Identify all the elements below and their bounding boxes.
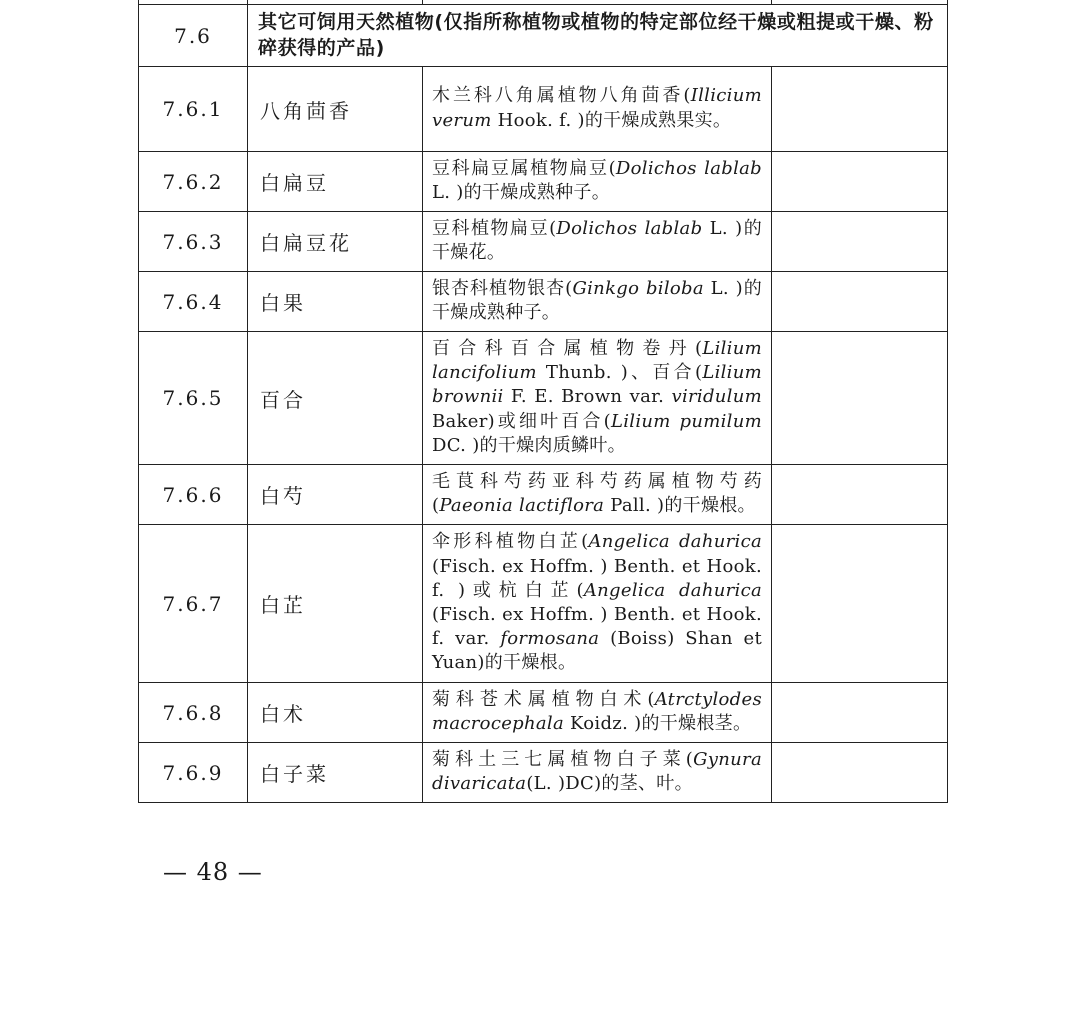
description-text: 毛茛科芍药亚科芍药属植物芍药( (432, 470, 762, 516)
item-description (423, 525, 772, 683)
description-text: L. )的干燥成熟种子。 (432, 182, 611, 203)
description-text: (Fisch. ex Hoffm. ) Benth. et Hook. f. var. (432, 604, 762, 650)
item-name: 白术 (248, 683, 423, 743)
table-row (139, 272, 948, 332)
latin-name-text: Angelica dahurica (588, 531, 763, 553)
item-description (423, 272, 772, 332)
latin-name-text: Atrctylodes macrocephala (432, 688, 762, 734)
item-description (423, 683, 772, 743)
item-number: 7.6.9 (139, 743, 248, 803)
item-number: 7.6.8 (139, 683, 248, 743)
item-name: 白果 (248, 272, 423, 332)
item-note (772, 525, 948, 683)
item-note (772, 67, 948, 152)
description-text: 银杏科植物银杏( (432, 277, 573, 299)
description-text: L. )的干燥花。 (432, 217, 762, 263)
description-text: Hook. f. )的干燥成熟果实。 (491, 109, 732, 131)
description-text: 百合科百合属植物卷丹( (432, 337, 703, 359)
description-text: 豆科植物扁豆( (432, 217, 557, 239)
item-note (772, 683, 948, 743)
description-text: 菊科土三七属植物白子菜( (432, 748, 694, 770)
item-note (772, 272, 948, 332)
item-description (423, 67, 772, 152)
latin-name-text: Lilium pumilum (610, 410, 762, 432)
description-text: Baker)或细叶百合( (432, 410, 611, 432)
latin-name-text: Gynura divaricata (432, 748, 762, 794)
item-number: 7.6.6 (139, 465, 248, 525)
item-number: 7.6.4 (139, 272, 248, 332)
description-text: 伞形科植物白芷( (432, 531, 589, 553)
description-text: (Fisch. ex Hoffm. ) Benth. et Hook. f. )或杭白芷( (432, 555, 762, 601)
item-description (423, 152, 772, 212)
item-note (772, 743, 948, 803)
section-number: 7.6 (139, 5, 248, 67)
feed-ingredients-table (138, 0, 948, 803)
description-text: 木兰科八角属植物八角茴香( (432, 85, 691, 107)
latin-name-text: Paeonia lactiflora (439, 495, 605, 516)
item-name: 白扁豆花 (248, 212, 423, 272)
latin-name-text: Dolichos lablab (615, 157, 762, 179)
latin-name-text: viridulum (671, 386, 762, 408)
latin-name-text: Lilium brownii (432, 362, 762, 408)
item-name: 白子菜 (248, 743, 423, 803)
latin-name-text: Angelica dahurica (583, 579, 762, 601)
description-text: 菊科苍术属植物白术( (432, 688, 655, 710)
table-row (139, 67, 948, 152)
item-number: 7.6.1 (139, 67, 248, 152)
item-name: 百合 (248, 332, 423, 465)
item-note (772, 332, 948, 465)
table-row (139, 743, 948, 803)
item-name: 白扁豆 (248, 152, 423, 212)
section-header-row (139, 5, 948, 67)
page-number: — 48 — (163, 858, 263, 886)
item-number: 7.6.7 (139, 525, 248, 683)
latin-name-text: Lilium lancifolium (432, 337, 762, 384)
item-number: 7.6.2 (139, 152, 248, 212)
item-name: 八角茴香 (248, 67, 423, 152)
item-description (423, 212, 772, 272)
description-text: Koidz. )的干燥根茎。 (564, 713, 752, 734)
latin-name-text: Illicium verum (432, 85, 762, 131)
description-text: L. )的干燥成熟种子。 (432, 277, 762, 323)
item-description (423, 465, 772, 525)
item-note (772, 465, 948, 525)
item-description (423, 332, 772, 465)
item-note (772, 152, 948, 212)
table-row (139, 152, 948, 212)
item-name: 白芷 (248, 525, 423, 683)
description-text: 豆科扁豆属植物扁豆( (432, 157, 616, 179)
description-text: F. E. Brown var. (503, 386, 672, 408)
latin-name-text: Ginkgo biloba (572, 277, 704, 299)
table-row (139, 332, 948, 465)
item-name: 白芍 (248, 465, 423, 525)
table-body (139, 0, 948, 803)
item-description (423, 743, 772, 803)
latin-name-text: formosana (500, 628, 600, 650)
table-row (139, 525, 948, 683)
description-text: DC. )的干燥肉质鳞叶。 (432, 434, 626, 456)
item-number: 7.6.3 (139, 212, 248, 272)
table-row (139, 683, 948, 743)
item-number: 7.6.5 (139, 332, 248, 465)
description-text: (Boiss) Shan et Yuan)的干燥根。 (432, 628, 762, 674)
latin-name-text: Dolichos lablab (556, 217, 703, 239)
item-note (772, 212, 948, 272)
section-title: 其它可饲用天然植物(仅指所称植物或植物的特定部位经干燥或粗提或干燥、粉碎获得的产品) (248, 5, 948, 67)
table-row (139, 212, 948, 272)
description-text: (L. )DC)的茎、叶。 (526, 773, 693, 794)
description-text: Pall. )的干燥根。 (604, 495, 756, 516)
table-row (139, 465, 948, 525)
description-text: Thunb. )、百合( (536, 362, 703, 384)
